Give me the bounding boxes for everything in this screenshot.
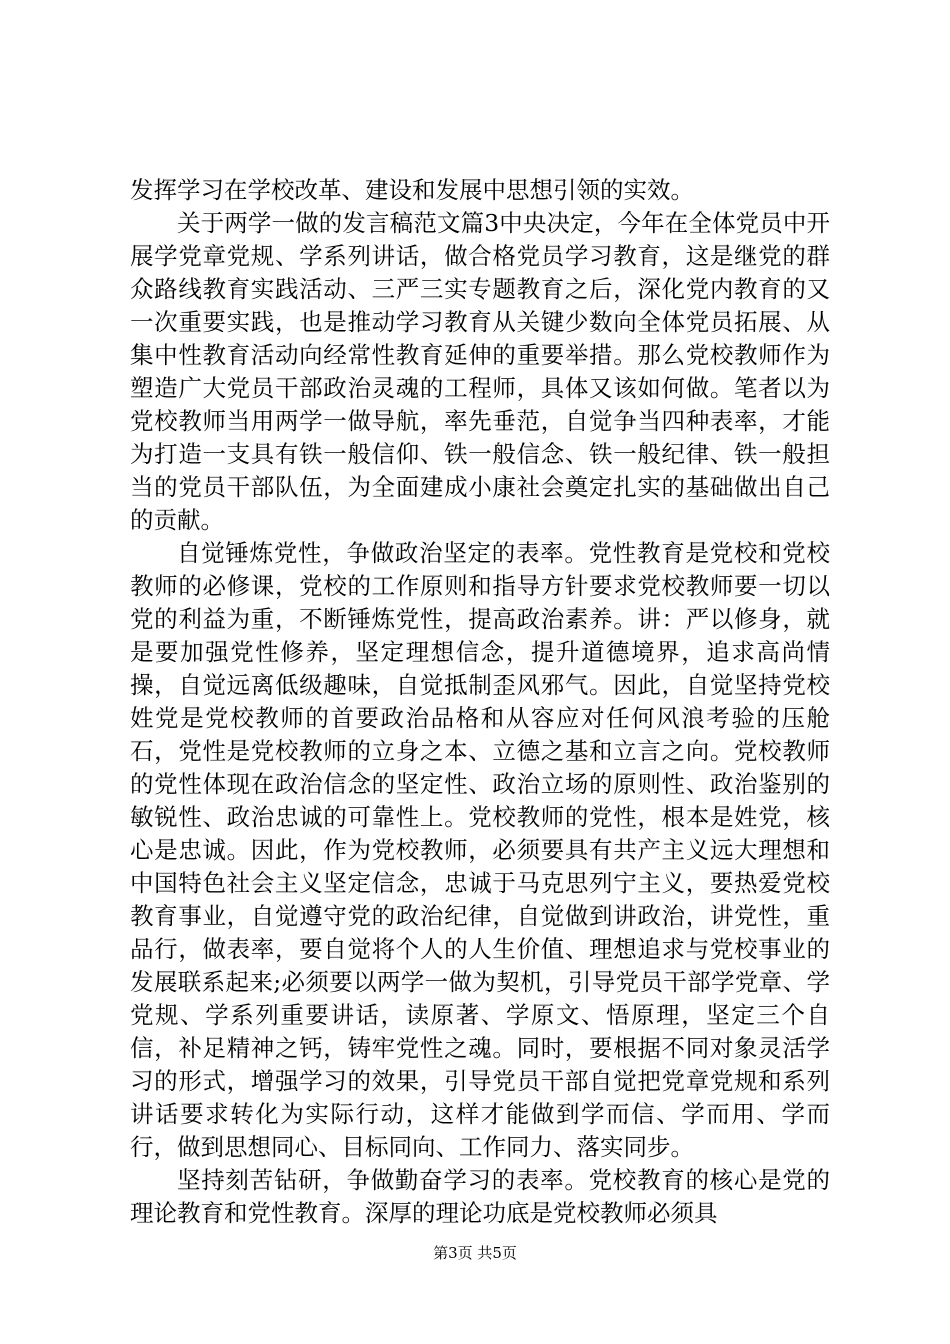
paragraph-speech-intro: 关于两学一做的发言稿范文篇3中央决定，今年在全体党员中开展学党章党规、学系列讲话，做合格党员学习教育，这是继党的群众路线教育实践活动、三严三实专题教育之后，深化党内教育的又一次重要实践，也是推动学习教育从关键少数向全体党员拓展、从集中性教育活动向经常性教育延伸的重要举措。那么党校教师作为塑造广大党员干部政治灵魂的工程师，具体又该如何做。笔者以为党校教师当用两学一做导航，率先垂范，自觉争当四种表率，才能为打造一支具有铁一般信仰、铁一般信念、铁一般纪律、铁一般担当的党员干部队伍，为全面建成小康社会奠定扎实的基础做出自己的贡献。 xyxy=(130,209,830,534)
paragraph-continuation: 发挥学习在学校改革、建设和发展中思想引领的实效。 xyxy=(130,176,694,204)
document-body xyxy=(130,174,830,1230)
paragraph-diligent-study: 坚持刻苦钻研，争做勤奋学习的表率。党校教育的核心是党的理论教育和党性教育。深厚的理论功底是党校教师必须具 xyxy=(130,1166,830,1227)
paragraph-party-spirit: 自觉锤炼党性，争做政治坚定的表率。党性教育是党校和党校教师的必修课，党校的工作原则和指导方针要求党校教师要一切以党的利益为重，不断锤炼党性，提高政治素养。讲：严以修身，就是要加强党性修养，坚定理想信念，提升道德境界，追求高尚情操，自觉远离低级趣味，自觉抵制歪风邪气。因此，自觉坚持党校姓党是党校教师的首要政治品格和从容应对任何风浪考验的压舱石，党性是党校教师的立身之本、立德之基和立言之向。党校教师的党性体现在政治信念的坚定性、政治立场的原则性、政治鉴别的敏锐性、政治忠诚的可靠性上。党校教师的党性，根本是姓党，核心是忠诚。因此，作为党校教师，必须要具有共产主义远大理想和中国特色社会主义坚定信念，忠诚于马克思列宁主义，要热爱党校教育事业，自觉遵守党的政治纪律，自觉做到讲政治，讲党性，重品行，做表率，要自觉将个人的人生价值、理想追求与党校事业的发展联系起来;必须要以两学一做为契机，引导党员干部学党章、学党规、学系列重要讲话，读原著、学原文、悟原理，坚定三个自信，补足精神之钙，铸牢党性之魂。同时，要根据不同对象灵活学习的形式，增强学习的效果，引导党员干部自觉把党章党规和系列讲话要求转化为实际行动，这样才能做到学而信、学而用、学而行，做到思想同心、目标同向、工作同力、落实同步。 xyxy=(130,539,830,1161)
page-number-footer: 第3页 共5页 xyxy=(433,1244,517,1262)
